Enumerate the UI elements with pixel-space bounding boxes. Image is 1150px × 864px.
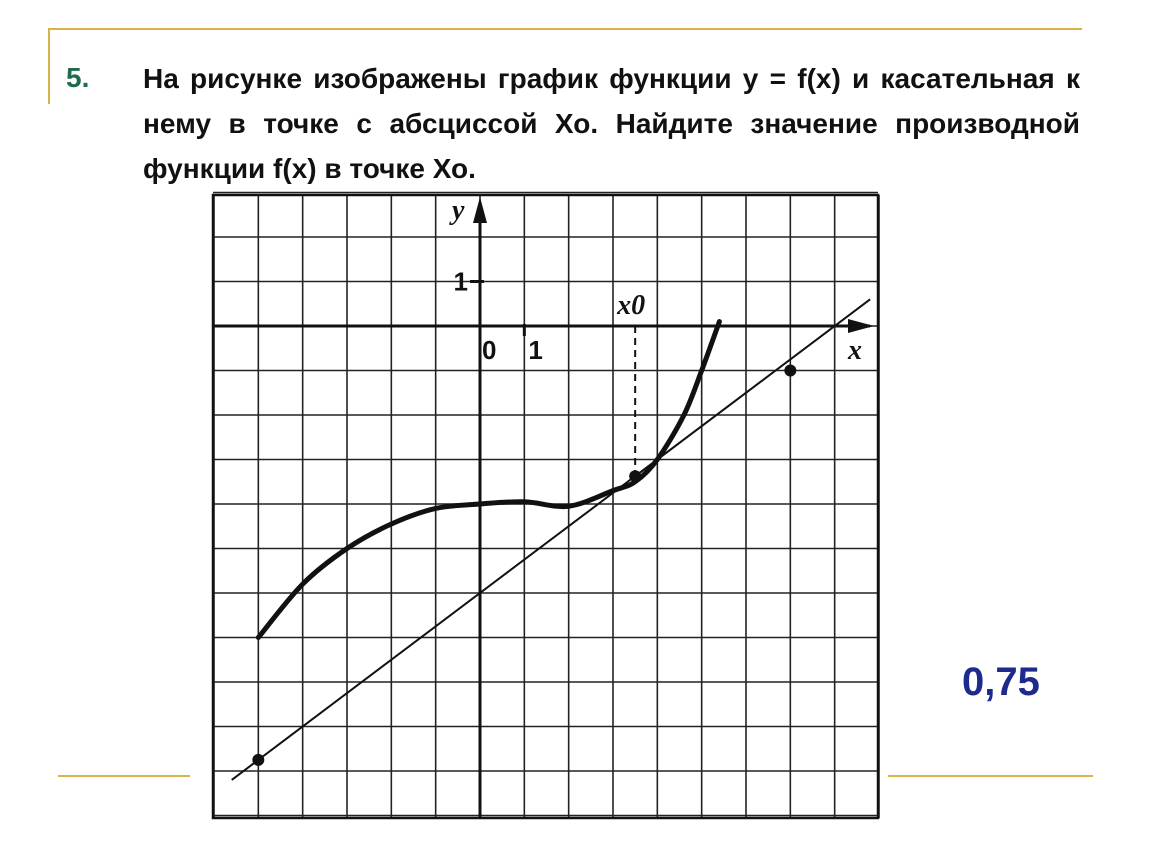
x-axis-name: x xyxy=(848,335,862,366)
plot-lines xyxy=(232,299,870,780)
x-axis-arrow xyxy=(848,319,874,333)
axis-labels xyxy=(449,195,862,366)
y-axis-arrow xyxy=(473,197,487,223)
tangent-point xyxy=(252,754,264,766)
x0-label: x0 xyxy=(617,290,646,321)
tangent-point xyxy=(629,470,641,482)
problem-number: 5. xyxy=(66,62,90,93)
x-tick-one: 1 xyxy=(528,335,543,365)
function-curve xyxy=(258,322,719,638)
y-axis-name: y xyxy=(452,195,465,226)
tangent-line xyxy=(232,299,870,780)
y-tick-one: 1 xyxy=(453,266,468,297)
axes xyxy=(213,197,874,818)
problem-text: На рисунке изображены график функции у = f(x) и касательная к нему в точке с абсциссой Хо. Найдите значение производной функции f(x) в точке Хо. xyxy=(143,63,1080,184)
tangent-point xyxy=(784,365,796,377)
origin-label: 0 xyxy=(482,335,497,365)
answer-value: 0,75 xyxy=(962,660,1040,704)
